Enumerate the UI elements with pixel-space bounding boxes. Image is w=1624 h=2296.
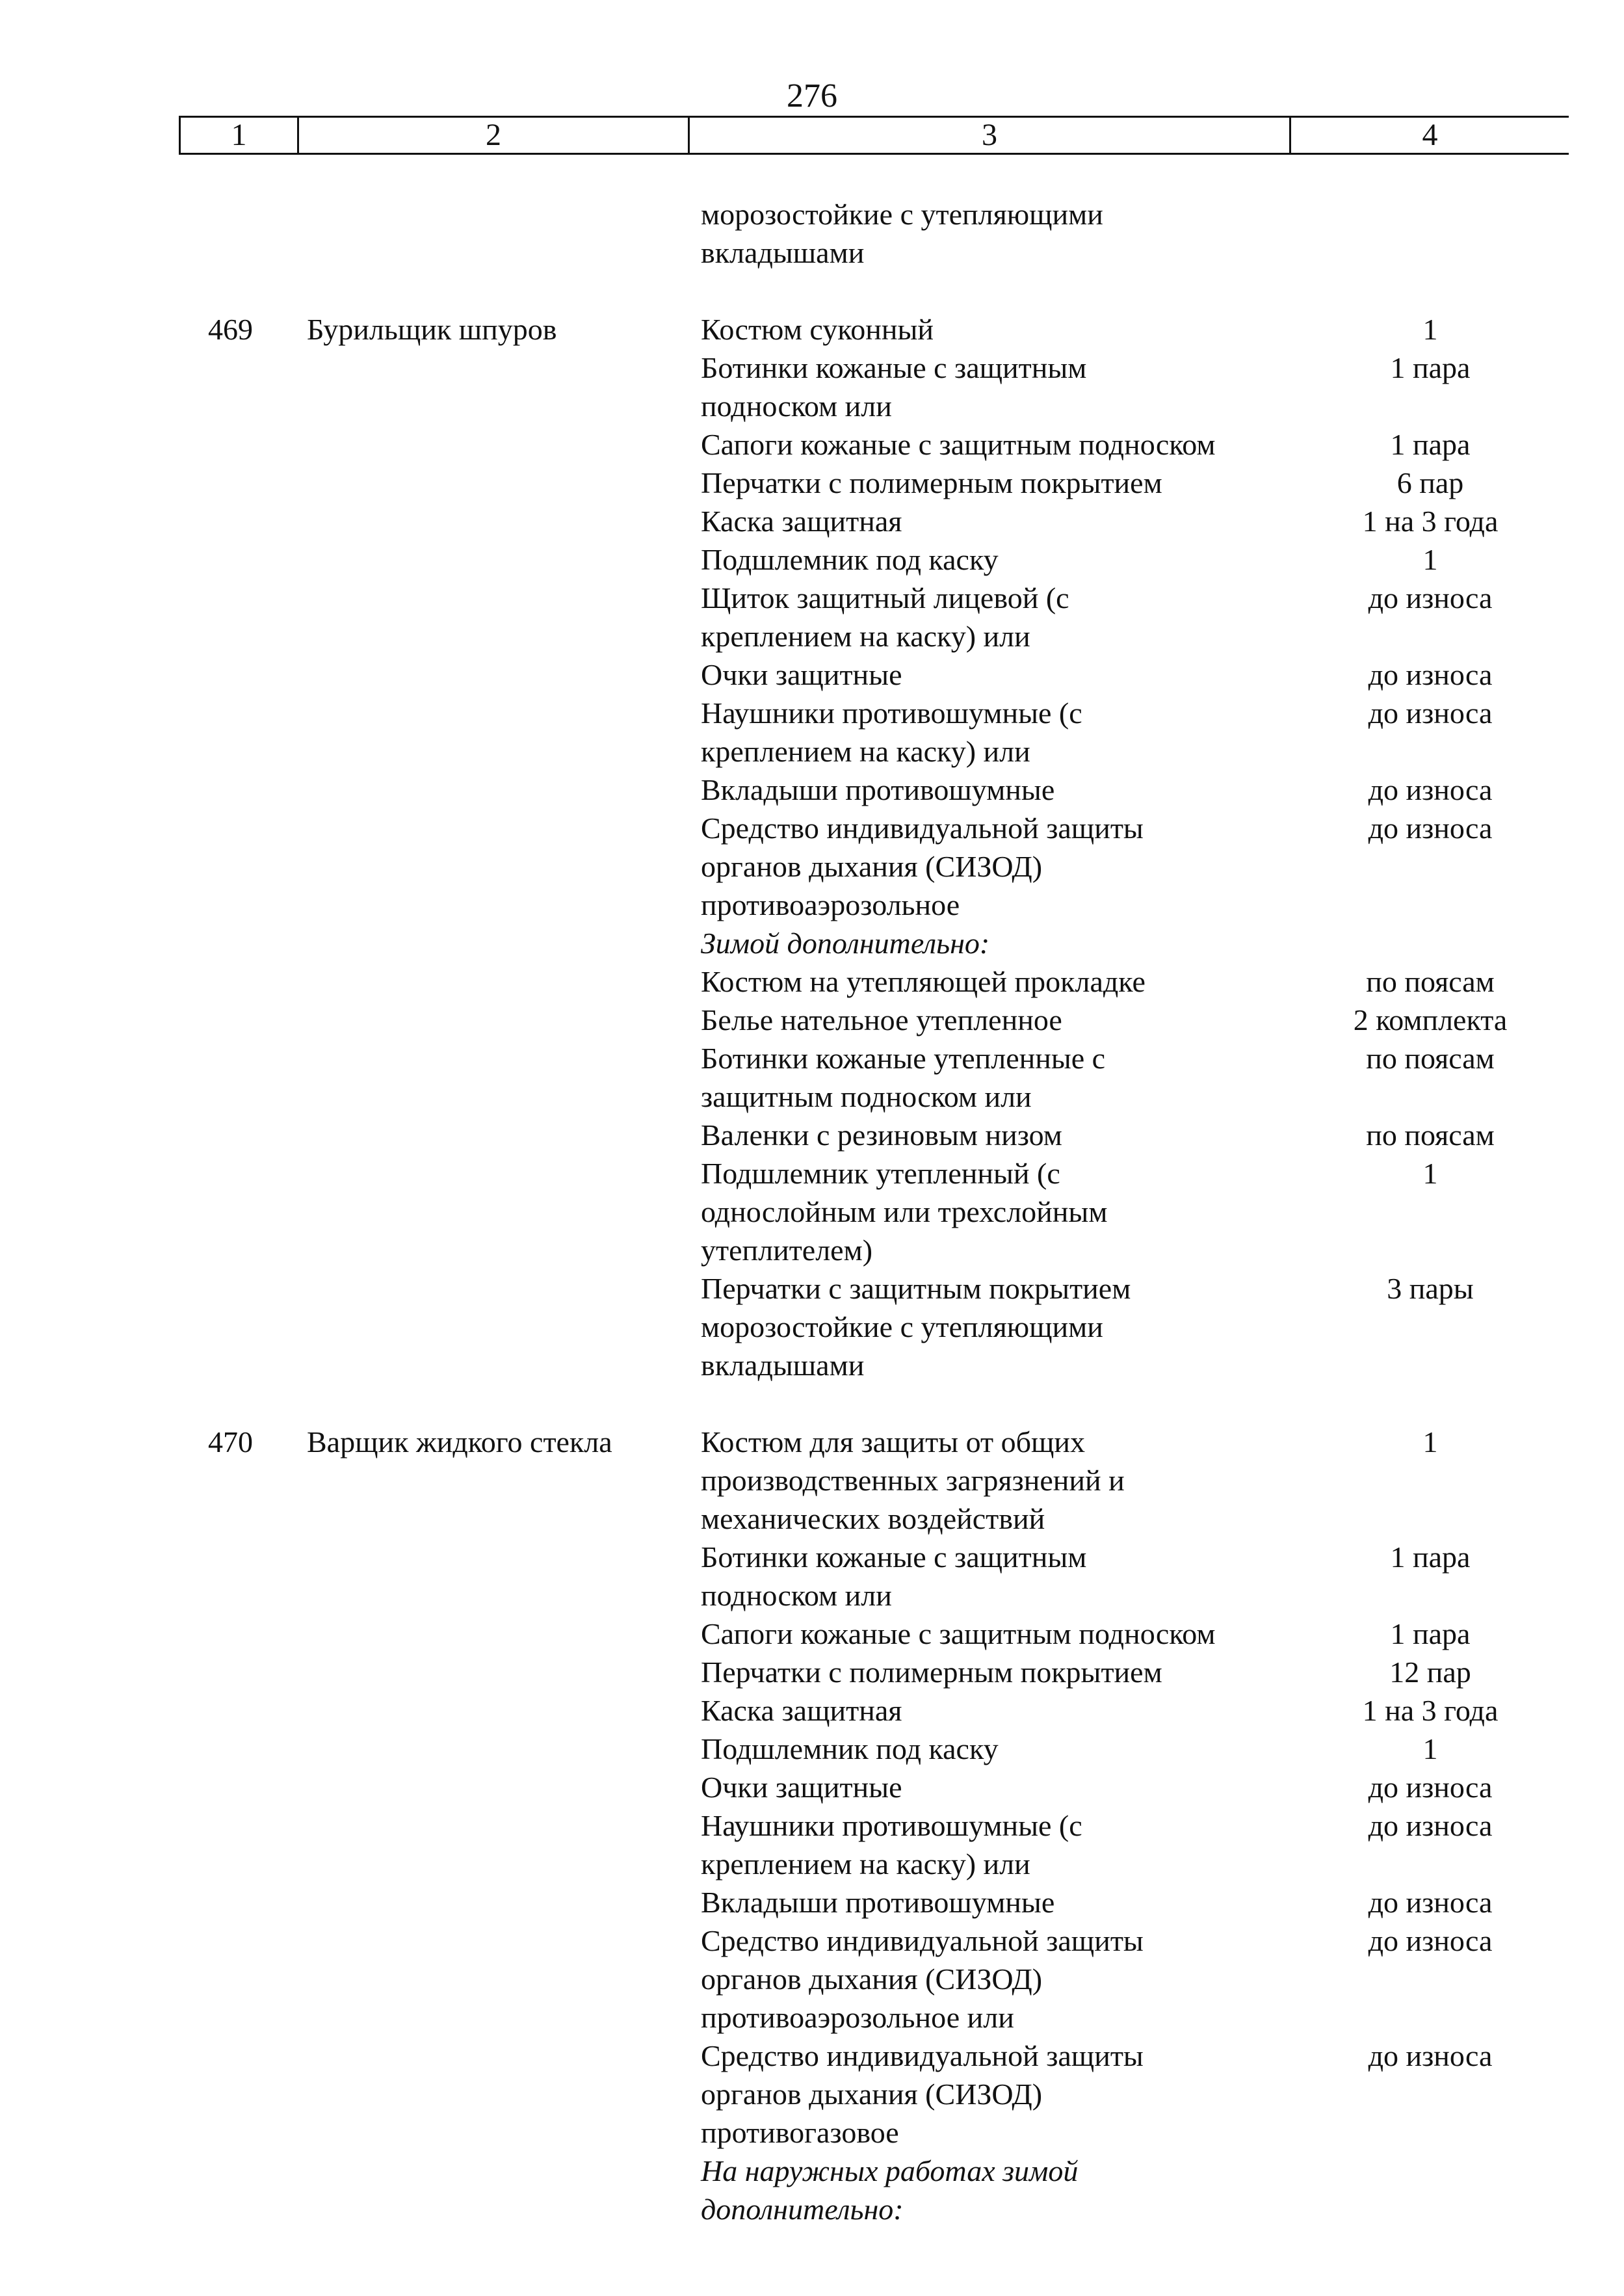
- item-quantity: 1 пара: [1390, 428, 1471, 461]
- item-quantity: 1 пара: [1390, 351, 1471, 384]
- item-text-line: Ботинки кожаные с защитным: [701, 1540, 1087, 1574]
- item-quantity: до износа: [1368, 581, 1493, 614]
- item-text-line: противогазовое: [701, 2116, 899, 2149]
- row-number: 469: [208, 313, 253, 346]
- section-note: Зимой дополнительно:: [701, 927, 990, 960]
- item-text-line: Сапоги кожаные с защитным подноском: [701, 428, 1216, 461]
- item-quantity: 1 на 3 года: [1362, 505, 1499, 538]
- item-text-line: Средство индивидуальной защиты: [701, 2039, 1144, 2072]
- header-col-2: 2: [297, 116, 688, 155]
- item-quantity: 1 на 3 года: [1362, 1694, 1499, 1727]
- item-text-line: механических воздействий: [701, 1502, 1045, 1535]
- item-text-line: противоаэрозольное: [701, 888, 960, 921]
- item-text-line: Подшлемник под каску: [701, 543, 999, 576]
- item-quantity: по поясам: [1366, 1118, 1495, 1152]
- item-text-line: вкладышами: [701, 1349, 865, 1382]
- page-number: 276: [787, 77, 837, 114]
- header-col-3: 3: [688, 116, 1289, 155]
- item-quantity: 12 пар: [1389, 1656, 1471, 1689]
- item-quantity: до износа: [1368, 696, 1493, 730]
- item-text-line: Средство индивидуальной защиты: [701, 812, 1144, 845]
- item-text-line: морозостойкие с утепляющими: [701, 198, 1103, 231]
- item-text-line: Костюм суконный: [701, 313, 934, 346]
- row-number: 470: [208, 1425, 253, 1458]
- item-text-line: однослойным или трехслойным: [701, 1195, 1108, 1228]
- item-quantity: до износа: [1368, 1809, 1493, 1842]
- header-col-4: 4: [1289, 116, 1569, 155]
- item-text-line: креплением на каску) или: [701, 735, 1030, 768]
- item-text-line: Наушники противошумные (с: [701, 1809, 1082, 1842]
- item-text-line: Очки защитные: [701, 658, 902, 691]
- item-text-line: Каска защитная: [701, 1694, 902, 1727]
- section-note: На наружных работах зимой: [701, 2154, 1079, 2187]
- header-col-1: 1: [179, 116, 297, 155]
- item-text-line: Перчатки с полимерным покрытием: [701, 1656, 1162, 1689]
- item-quantity: 1 пара: [1390, 1617, 1471, 1650]
- profession-name: Варщик жидкого стекла: [307, 1425, 612, 1458]
- item-quantity: 1 пара: [1390, 1540, 1471, 1574]
- item-text-line: морозостойкие с утепляющими: [701, 1310, 1103, 1343]
- item-quantity: до износа: [1368, 812, 1493, 845]
- item-text-line: креплением на каску) или: [701, 620, 1030, 653]
- item-text-line: креплением на каску) или: [701, 1847, 1030, 1880]
- item-quantity: 3 пары: [1387, 1272, 1474, 1305]
- item-quantity: до износа: [1368, 658, 1493, 691]
- item-text-line: Наушники противошумные (с: [701, 696, 1082, 730]
- item-text-line: Вкладыши противошумные: [701, 1886, 1055, 1919]
- item-text-line: Ботинки кожаные утепленные с: [701, 1042, 1106, 1075]
- item-text-line: органов дыхания (СИЗОД): [701, 2078, 1043, 2111]
- item-quantity: до износа: [1368, 1886, 1493, 1919]
- item-quantity: по поясам: [1366, 965, 1495, 998]
- item-quantity: 1: [1422, 543, 1438, 576]
- item-text-line: Костюм для защиты от общих: [701, 1425, 1086, 1458]
- item-text-line: Ботинки кожаные с защитным: [701, 351, 1087, 384]
- section-note: дополнительно:: [701, 2193, 904, 2226]
- item-text-line: Валенки с резиновым низом: [701, 1118, 1062, 1152]
- item-text-line: Каска защитная: [701, 505, 902, 538]
- item-text-line: Костюм на утепляющей прокладке: [701, 965, 1146, 998]
- item-quantity: 1: [1422, 1157, 1438, 1190]
- item-text-line: Очки защитные: [701, 1771, 902, 1804]
- item-text-line: Перчатки с полимерным покрытием: [701, 466, 1162, 499]
- item-text-line: Белье нательное утепленное: [701, 1003, 1062, 1036]
- item-quantity: 1: [1422, 1425, 1438, 1458]
- item-text-line: Сапоги кожаные с защитным подноском: [701, 1617, 1216, 1650]
- item-quantity: до износа: [1368, 773, 1493, 806]
- item-text-line: подноском или: [701, 1579, 892, 1612]
- item-quantity: до износа: [1368, 1924, 1493, 1957]
- item-text-line: Подшлемник утепленный (с: [701, 1157, 1060, 1190]
- item-quantity: 2 комплекта: [1353, 1003, 1508, 1036]
- item-text-line: вкладышами: [701, 236, 865, 269]
- item-text-line: Вкладыши противошумные: [701, 773, 1055, 806]
- item-text-line: Перчатки с защитным покрытием: [701, 1272, 1131, 1305]
- item-text-line: Средство индивидуальной защиты: [701, 1924, 1144, 1957]
- item-quantity: до износа: [1368, 2039, 1493, 2072]
- item-quantity: 6 пар: [1396, 466, 1464, 499]
- item-text-line: утеплителем): [701, 1234, 873, 1267]
- item-quantity: до износа: [1368, 1771, 1493, 1804]
- profession-name: Бурильщик шпуров: [307, 313, 557, 346]
- item-text-line: Щиток защитный лицевой (с: [701, 581, 1069, 614]
- item-text-line: защитным подноском или: [701, 1080, 1032, 1113]
- item-quantity: 1: [1422, 1732, 1438, 1765]
- item-text-line: органов дыхания (СИЗОД): [701, 850, 1043, 883]
- item-text-line: производственных загрязнений и: [701, 1464, 1125, 1497]
- item-text-line: подноском или: [701, 389, 892, 423]
- item-quantity: 1: [1422, 313, 1438, 346]
- item-text-line: Подшлемник под каску: [701, 1732, 999, 1765]
- item-text-line: органов дыхания (СИЗОД): [701, 1962, 1043, 1996]
- item-quantity: по поясам: [1366, 1042, 1495, 1075]
- item-text-line: противоаэрозольное или: [701, 2001, 1014, 2034]
